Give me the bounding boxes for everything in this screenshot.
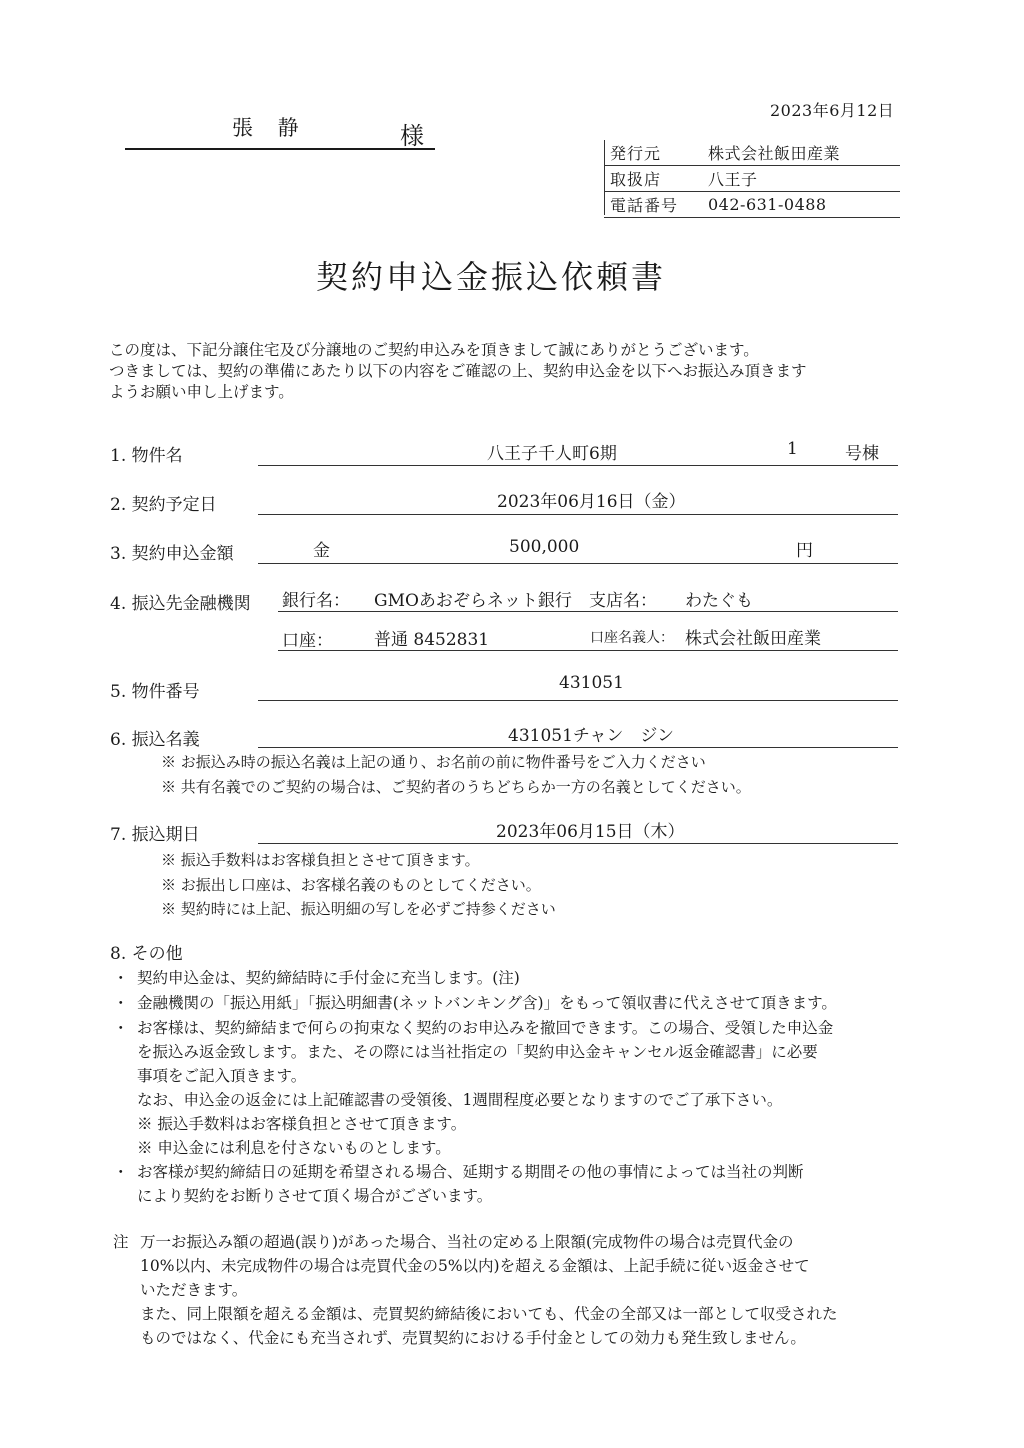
bank-name-label: 銀行名：: [282, 591, 350, 611]
phone-value: 042-631-0488: [708, 195, 827, 214]
footnote-line: 10%以内、未完成物件の場合は売買代金の5%以内)を超える金額は、上記手続に従い返金させて: [140, 1257, 810, 1275]
issuer-row: [604, 140, 900, 166]
account-underline: [278, 650, 898, 651]
transfer-name-label: 6. 振込名義: [110, 730, 200, 750]
building-unit: 号棟: [845, 444, 879, 464]
amount-underline: [258, 563, 898, 564]
recipient-underline: [125, 148, 435, 150]
account-value: 普通 8452831: [374, 630, 490, 650]
other-bullet-item: [113, 1160, 804, 1182]
bullet: ・: [113, 1019, 129, 1037]
property-no-value: 431051: [559, 673, 624, 693]
footnote-line: ものではなく、代金にも充当されず、売買契約における手付金としての効力も発生致しません。: [140, 1329, 806, 1347]
footnote-line: 万一お振込み額の超過(誤り)があった場合、当社の定める上限額(完成物件の場合は売買代金の: [140, 1233, 794, 1251]
account-label: 口座：: [282, 631, 333, 651]
contract-date-underline: [258, 514, 898, 515]
property-no-underline: [258, 700, 898, 701]
issuer-table-border: [604, 140, 605, 215]
other-text-continued: 事項をご記入頂きます。: [137, 1067, 307, 1085]
intro-line: この度は、下記分譲住宅及び分譲地のご契約申込みを頂きまして誠にありがとうございます。: [109, 341, 759, 359]
building-number: 1: [787, 439, 798, 459]
other-text-continued: なお、申込金の返金には上記確認書の受領後、1週間程度必要となりますのでご了承下さい。: [137, 1091, 783, 1109]
other-text-continued: により契約をお断りさせて頂く場合がございます。: [137, 1187, 493, 1205]
contract-date-label: 2. 契約予定日: [110, 495, 217, 515]
bullet: ・: [113, 969, 129, 987]
bullet: ・: [113, 994, 129, 1012]
other-bullet-item: [113, 966, 520, 988]
deadline-note: ※ 契約時には上記、振込明細の写しを必ずご持参ください: [161, 900, 556, 918]
bank-label: 4. 振込先金融機関: [110, 594, 251, 614]
deadline-value: 2023年06月15日（木）: [496, 822, 685, 842]
branch-name: わたぐも: [685, 591, 753, 611]
other-bullet-item: [113, 1016, 833, 1038]
amount-unit: 円: [796, 541, 813, 561]
recipient-honorific: 様: [400, 122, 424, 150]
other-text: お客様は、契約締結まで何らの拘束なく契約のお申込みを撤回できます。この場合、受領した申込金: [137, 1019, 834, 1037]
footnote-mark: 注: [113, 1233, 129, 1251]
footnote-line: また、同上限額を超える金額は、売買契約締結後においても、代金の全部又は一部として収受された: [140, 1305, 838, 1323]
transfer-name-underline: [258, 747, 898, 748]
issuer-row: [604, 166, 900, 192]
transfer-note: ※ お振込み時の振込名義は上記の通り、お名前の前に物件番号をご入力ください: [161, 753, 706, 771]
branch-key: 取扱店: [610, 170, 662, 189]
issuer-row: [604, 192, 900, 218]
branch-name-label: 支店名：: [589, 591, 657, 611]
branch-value: 八王子: [708, 170, 758, 189]
bullet: ・: [113, 1163, 129, 1181]
issuer-key: 発行元: [610, 144, 662, 163]
amount-value: 500,000: [509, 537, 580, 557]
other-note: ※ 振込手数料はお客様負担とさせて頂きます。: [137, 1115, 467, 1133]
other-text: お客様が契約締結日の延期を希望される場合、延期する期間その他の事情によっては当社の判断: [137, 1163, 804, 1181]
phone-key: 電話番号: [610, 196, 679, 215]
property-value: 八王子千人町6期: [487, 444, 617, 464]
account-holder-label: 口座名義人：: [590, 630, 674, 646]
account-holder-name: 株式会社飯田産業: [685, 629, 821, 649]
document-title: 契約申込金振込依頼書: [316, 258, 667, 296]
other-text: 契約申込金は、契約締結時に手付金に充当します。(注): [137, 969, 520, 987]
deadline-note: ※ 振込手数料はお客様負担とさせて頂きます。: [161, 851, 480, 869]
contract-date-value: 2023年06月16日（金）: [497, 492, 686, 512]
issue-date: 2023年6月12日: [770, 101, 895, 120]
issuer-value: 株式会社飯田産業: [708, 144, 841, 163]
other-label: 8. その他: [110, 944, 183, 964]
deadline-label: 7. 振込期日: [110, 825, 200, 845]
intro-line: ようお願い申し上げます。: [109, 383, 294, 401]
other-text: 金融機関の「振込用紙」「振込明細書(ネットバンキング含)」をもって領収書に代えさせて頂きます。: [137, 994, 837, 1012]
property-no-label: 5. 物件番号: [110, 682, 200, 702]
property-label: 1. 物件名: [110, 446, 183, 466]
transfer-note: ※ 共有名義でのご契約の場合は、ご契約者のうちどちらか一方の名義としてください。: [161, 778, 751, 796]
recipient-name: 張 静: [232, 116, 308, 140]
intro-paragraph: [109, 340, 807, 403]
intro-line: つきましては、契約の準備にあたり以下の内容をご確認の上、契約申込金を以下へお振込み頂きます: [109, 362, 807, 380]
footnote-line: いただきます。: [140, 1281, 248, 1299]
bank-name: GMOあおぞらネット銀行: [374, 591, 572, 611]
other-note: ※ 申込金には利息を付さないものとします。: [137, 1139, 451, 1157]
issuer-table: [604, 140, 900, 218]
other-text-continued: を振込み返金致します。また、その際には当社指定の「契約申込金キャンセル返金確認書」に必要: [137, 1043, 818, 1061]
property-underline: [258, 465, 898, 466]
transfer-name-value: 431051チャン ジン: [508, 726, 674, 746]
bank-underline: [278, 611, 898, 612]
deadline-note: ※ お振出し口座は、お客様名義のものとしてください。: [161, 876, 541, 894]
amount-prefix: 金: [313, 541, 330, 561]
deadline-underline: [258, 843, 898, 844]
amount-label: 3. 契約申込金額: [110, 544, 234, 564]
other-bullet-item: [113, 991, 837, 1013]
